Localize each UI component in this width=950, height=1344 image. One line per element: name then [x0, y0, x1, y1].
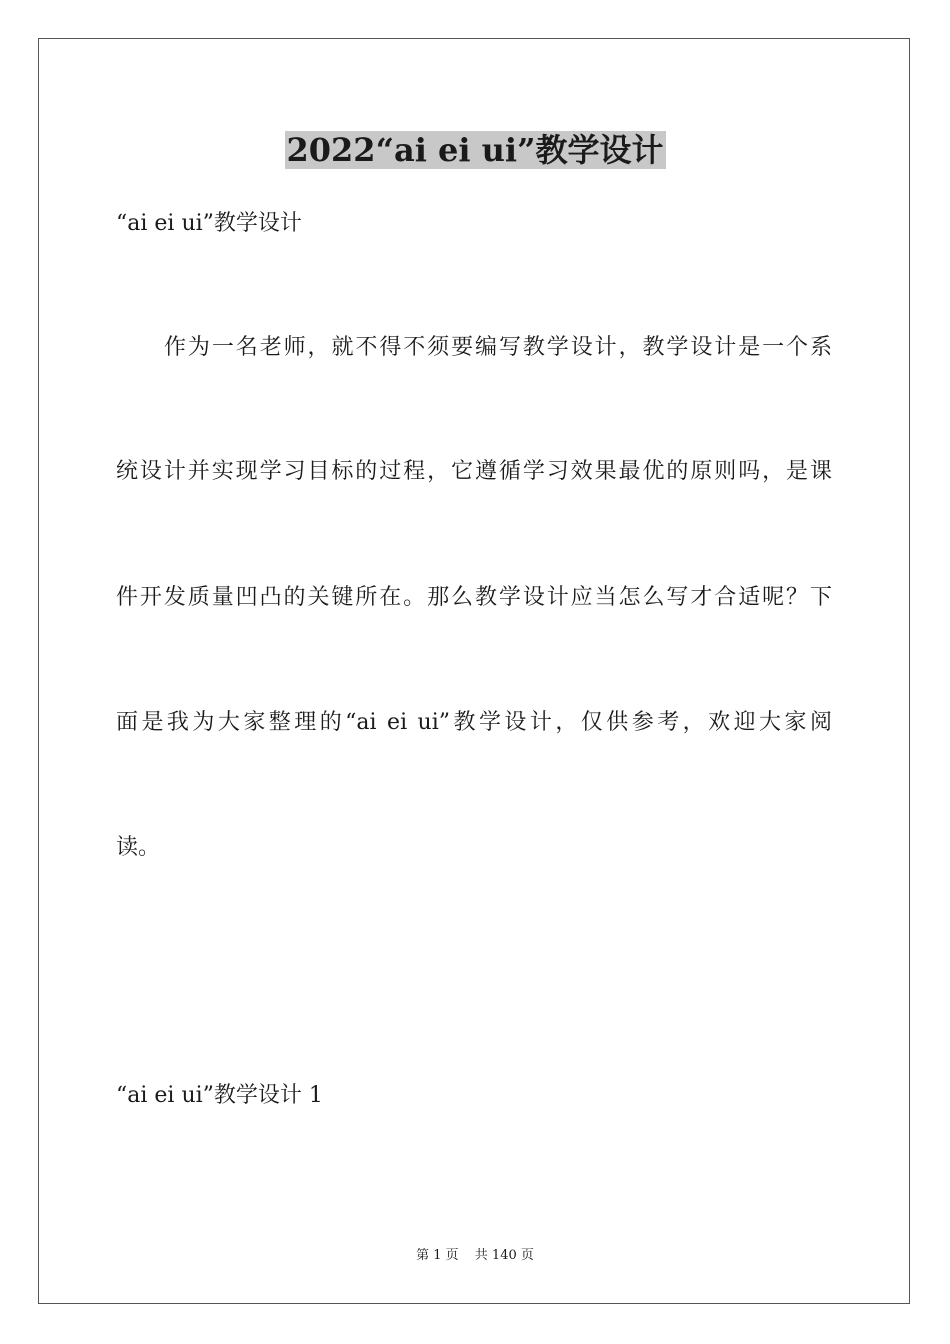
document-title — [0, 128, 950, 172]
page-number: 第 1 页 — [416, 1248, 459, 1263]
section-heading: “ai ei ui”教学设计 1 — [116, 1083, 323, 1108]
subtitle: “ai ei ui”教学设计 — [116, 211, 302, 236]
page-total: 共 140 页 — [474, 1248, 534, 1263]
title-text: 2022“ai ei ui”教学设计 — [286, 131, 664, 169]
paragraph-line: 读。 — [116, 835, 161, 860]
paragraph-line: 面是我为大家整理的“ai ei ui”教学设计，仅供参考，欢迎大家阅 — [116, 710, 832, 735]
paragraph-line: 件开发质量凹凸的关键所在。那么教学设计应当怎么写才合适呢？下 — [116, 585, 832, 610]
page-footer — [0, 1247, 950, 1265]
paragraph-line: 统设计并实现学习目标的过程，它遵循学习效果最优的原则吗，是课 — [116, 459, 832, 484]
paragraph-line: 作为一名老师，就不得不须要编写教学设计，教学设计是一个系 — [164, 335, 832, 360]
